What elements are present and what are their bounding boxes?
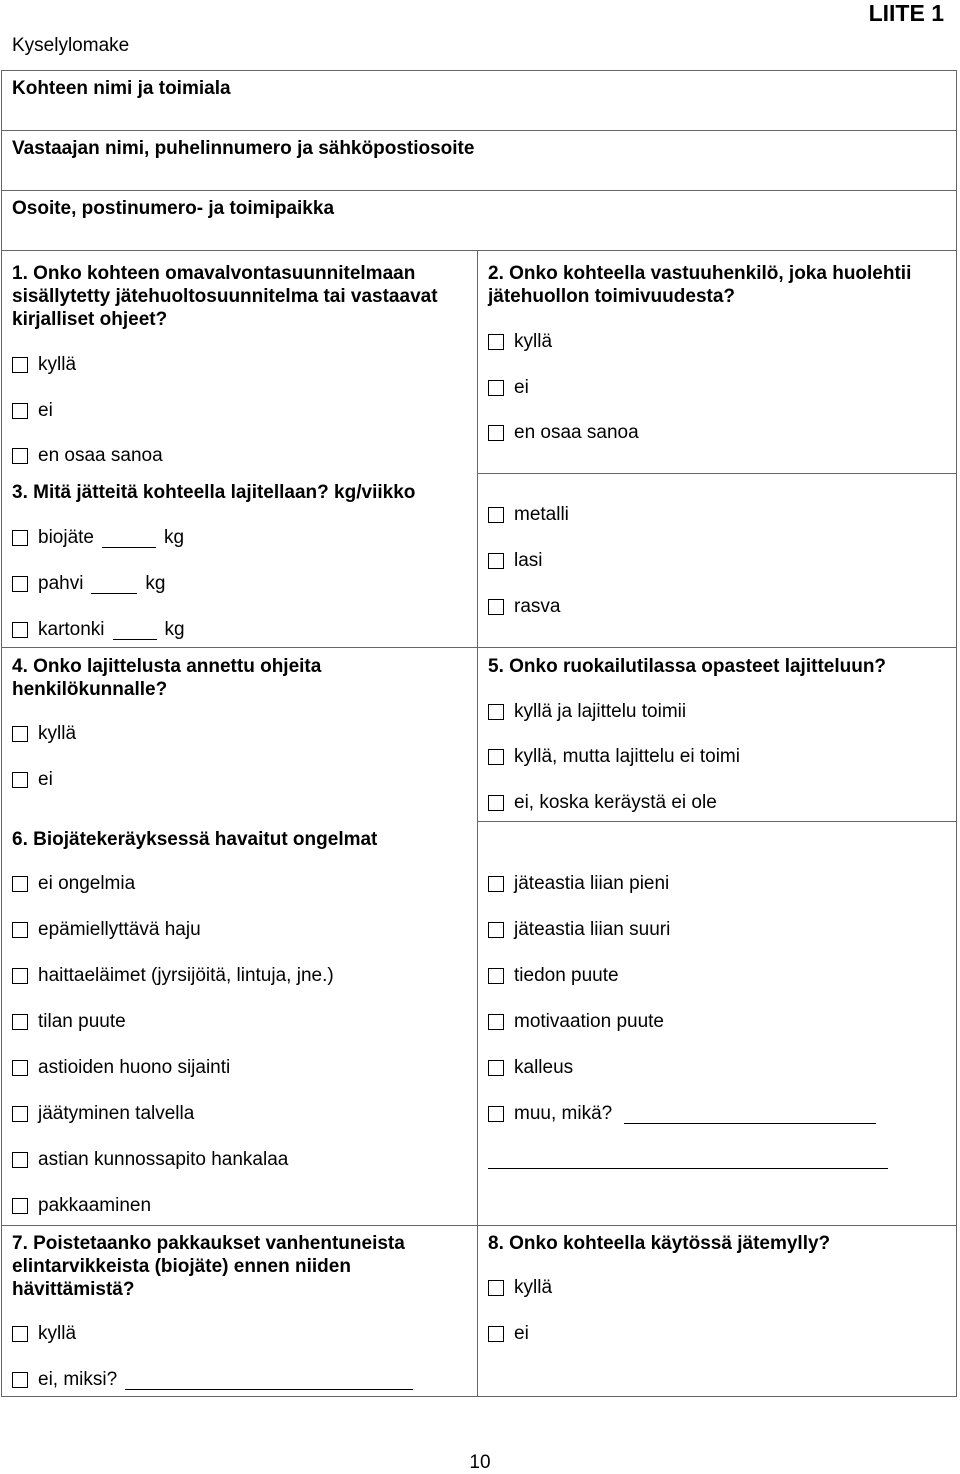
question-1: 1. Onko kohteen omavalvontasuunnitelmaan sisällytetty jätehuoltosuunnitelma tai vastaavat kirjalliset ohjeet? (12, 263, 438, 330)
option[interactable]: motivaation puute (488, 1011, 664, 1033)
option[interactable]: ei (488, 377, 529, 399)
divider (1, 647, 957, 648)
question-6: 6. Biojätekeräyksessä havaitut ongelmat (12, 829, 378, 850)
kg-input[interactable] (91, 575, 137, 594)
option[interactable]: ei (12, 769, 53, 791)
option[interactable]: kyllä (488, 1277, 552, 1299)
option[interactable]: ei, miksi? (12, 1369, 421, 1391)
checkbox[interactable] (12, 726, 28, 742)
checkbox[interactable] (12, 922, 28, 938)
checkbox[interactable] (488, 1280, 504, 1296)
option[interactable]: jäteastia liian suuri (488, 919, 670, 941)
option[interactable]: astian kunnossapito hankalaa (12, 1149, 288, 1171)
option[interactable]: en osaa sanoa (488, 422, 639, 444)
checkbox[interactable] (488, 1106, 504, 1122)
checkbox[interactable] (488, 380, 504, 396)
checkbox[interactable] (488, 553, 504, 569)
option[interactable]: pahvi kg (12, 573, 166, 595)
checkbox[interactable] (12, 1060, 28, 1076)
option[interactable]: epämiellyttävä haju (12, 919, 201, 941)
kg-input[interactable] (113, 621, 157, 640)
checkbox[interactable] (12, 530, 28, 546)
checkbox[interactable] (12, 622, 28, 638)
question-2: 2. Onko kohteella vastuuhenkilö, joka huolehtii jätehuollon toimivuudesta? (488, 263, 912, 307)
other-input[interactable] (624, 1105, 876, 1124)
question-4: 4. Onko lajittelusta annettu ohjeita henkilökunnalle? (12, 656, 322, 700)
option[interactable]: biojäte kg (12, 527, 184, 549)
option[interactable]: kartonki kg (12, 619, 185, 641)
option[interactable]: kyllä ja lajittelu toimii (488, 701, 686, 723)
checkbox[interactable] (488, 795, 504, 811)
divider (1, 190, 957, 191)
document-label: Kyselylomake (12, 35, 130, 56)
option[interactable]: astioiden huono sijainti (12, 1057, 230, 1079)
divider (478, 821, 957, 822)
question-8: 8. Onko kohteella käytössä jätemylly? (488, 1233, 831, 1254)
checkbox[interactable] (12, 448, 28, 464)
page-number: 10 (469, 1452, 491, 1473)
divider (1, 1225, 957, 1226)
checkbox[interactable] (488, 425, 504, 441)
option[interactable]: kalleus (488, 1057, 573, 1079)
option[interactable]: ei (488, 1323, 529, 1345)
option[interactable]: en osaa sanoa (12, 445, 163, 467)
divider (1, 130, 957, 131)
checkbox[interactable] (12, 1198, 28, 1214)
option[interactable]: tiedon puute (488, 965, 619, 987)
option[interactable]: jäteastia liian pieni (488, 873, 669, 895)
option[interactable]: rasva (488, 596, 560, 618)
checkbox[interactable] (12, 1372, 28, 1388)
option[interactable]: kyllä (488, 331, 552, 353)
option[interactable]: kyllä (12, 1323, 76, 1345)
why-input[interactable] (125, 1371, 413, 1390)
option[interactable]: pakkaaminen (12, 1195, 151, 1217)
option[interactable]: ei, koska keräystä ei ole (488, 792, 717, 814)
option[interactable]: ei ongelmia (12, 873, 135, 895)
checkbox[interactable] (12, 403, 28, 419)
checkbox[interactable] (488, 507, 504, 523)
checkbox[interactable] (12, 968, 28, 984)
field-contact[interactable]: Vastaajan nimi, puhelinnumero ja sähköpostiosoite (12, 138, 475, 159)
checkbox[interactable] (488, 1060, 504, 1076)
field-target-name[interactable]: Kohteen nimi ja toimiala (12, 78, 231, 99)
question-7: 7. Poistetaanko pakkaukset vanhentuneista elintarvikkeista (biojäte) ennen niiden hävittämistä? (12, 1233, 405, 1300)
kg-input[interactable] (102, 529, 156, 548)
checkbox[interactable] (488, 599, 504, 615)
question-5: 5. Onko ruokailutilassa opasteet lajitteluun? (488, 656, 887, 677)
checkbox[interactable] (12, 357, 28, 373)
option[interactable]: tilan puute (12, 1011, 126, 1033)
checkbox[interactable] (488, 1014, 504, 1030)
option[interactable]: kyllä (12, 354, 76, 376)
checkbox[interactable] (488, 922, 504, 938)
field-address[interactable]: Osoite, postinumero- ja toimipaikka (12, 198, 335, 219)
option[interactable]: muu, mikä? (488, 1103, 884, 1125)
option[interactable]: haittaeläimet (jyrsijöitä, lintuja, jne.) (12, 965, 334, 987)
checkbox[interactable] (488, 1326, 504, 1342)
checkbox[interactable] (12, 772, 28, 788)
option[interactable]: kyllä (12, 723, 76, 745)
checkbox[interactable] (12, 1106, 28, 1122)
checkbox[interactable] (12, 1014, 28, 1030)
option[interactable]: metalli (488, 504, 569, 526)
checkbox[interactable] (12, 576, 28, 592)
option[interactable]: kyllä, mutta lajittelu ei toimi (488, 746, 740, 768)
divider (1, 250, 957, 251)
checkbox[interactable] (488, 749, 504, 765)
checkbox[interactable] (12, 1326, 28, 1342)
question-3: 3. Mitä jätteitä kohteella lajitellaan? kg/viikko (12, 482, 416, 503)
divider (478, 473, 957, 474)
appendix-label: LIITE 1 (868, 0, 944, 26)
other-input-line[interactable] (488, 1168, 888, 1169)
checkbox[interactable] (488, 876, 504, 892)
checkbox[interactable] (12, 1152, 28, 1168)
option[interactable]: ei (12, 400, 53, 422)
checkbox[interactable] (12, 876, 28, 892)
option[interactable]: jäätyminen talvella (12, 1103, 194, 1125)
checkbox[interactable] (488, 704, 504, 720)
checkbox[interactable] (488, 334, 504, 350)
checkbox[interactable] (488, 968, 504, 984)
option[interactable]: lasi (488, 550, 543, 572)
